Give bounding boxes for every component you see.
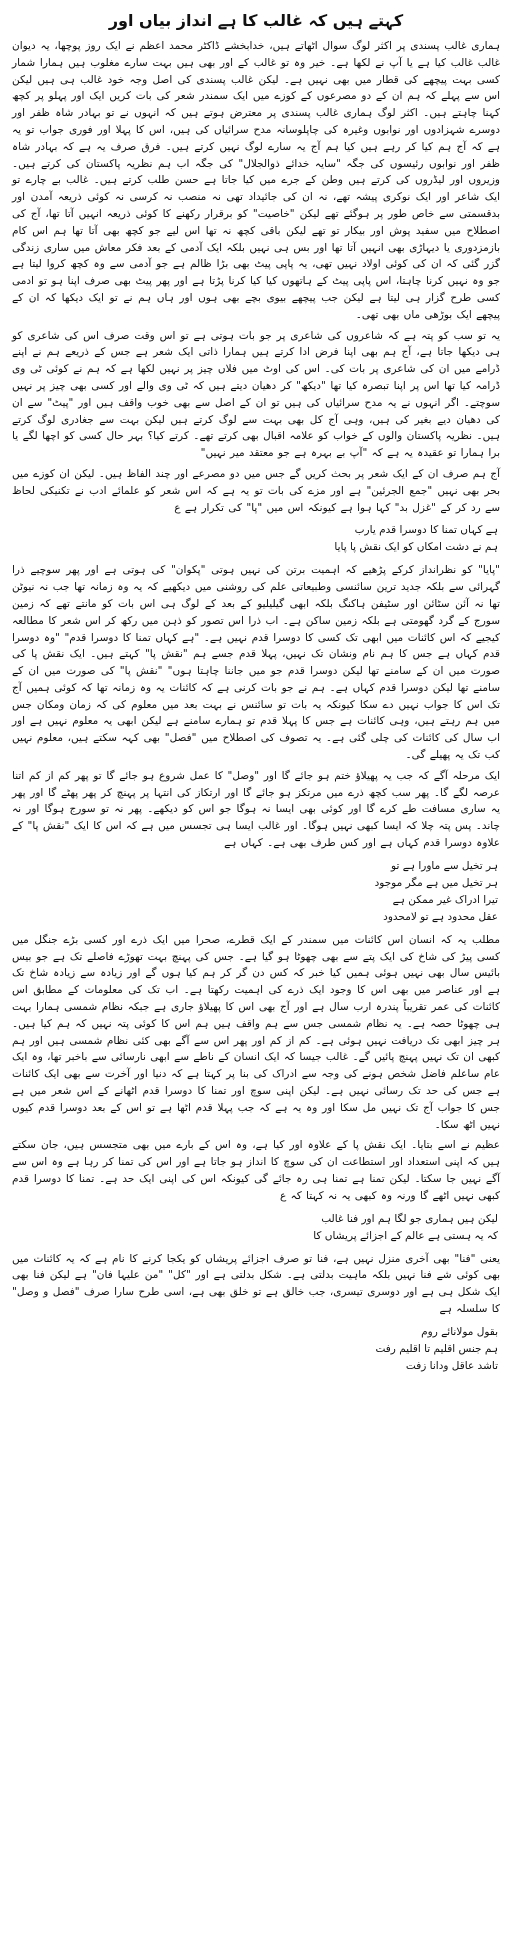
verse-line: لیکن ہیں ہماری جو لگا ہم اور فنا غالب	[321, 1212, 498, 1225]
body-paragraph: یعنی "فنا" بھی آخری منزل نہیں ہے، فنا تو صرف اجزائے پریشاں کو یکجا کرنے کا نام ہے کہ یہ کائنات میں بھی کوئی شے فنا نہیں بلکہ ماہیت بدلتی ہے۔ شکل بدلتی ہے اور "کل" "من علیہا فان" ہے لیکن فنا بھی ایک شکل ہی ہے اور دوسری تیسری، جب خالق ہے تو خلق بھی ہے، اسی طرح سارا صرف "فصل و وصل" کا سلسلہ ہے	[12, 1252, 500, 1315]
verse-block	[12, 858, 500, 926]
verse-block	[12, 522, 500, 556]
body-paragraph: آج ہم صرف ان کے ایک شعر پر بحث کریں گے جس میں دو مصرعے اور چند الفاظ ہیں۔ لیکن ان کوزے میں بحر بھی نہیں "جمع الجرئین" ہے اور مزے کی بات تو یہ ہے کہ اس شعر کو علمائے ادب نے تکنیکی لحاظ سے رد کر کے "غزل بد" کہا ہوا ہے کیونکہ اس میں "پا" کی تکرار ہے ع	[12, 467, 500, 514]
verse-line: ہم نے دشت امکاں کو ایک نقش پا پایا	[334, 541, 498, 554]
verse-line: تیرا ادراک غیر ممکن ہے	[392, 893, 498, 906]
verse-line: ہے کہاں تمنا کا دوسرا قدم یارب	[354, 524, 498, 537]
verse-block	[12, 1324, 500, 1375]
verse-line: ہم جنس اقلیم تا اقلیم رفت	[375, 1342, 498, 1355]
body-paragraph: ہماری غالب پسندی پر اکثر لوگ سوال اٹھاتے ہیں، خدابخشے ڈاکٹر محمد اعظم نے ایک روز پوچھا، یہ دیوان غالب غالب کیا ہے یا آپ نے لکھا ہے۔ خیر وہ تو غالب کے اور بھی ہیں بہت سارے مغلوب ہیں ہمارا شمار کسی بہت پیچھے کی قطار میں بھی نہیں ہے۔ لیکن غالب پسندی کی اصل وجہ خود غالب ہی ہیں لیکن اس سے پہلے کہ ہم ان کے دو مصرعوں کے کوزے میں ایک سمندر شعر کی بات کریں ایک اور پہلو پر کچھ کہنا چاہتے ہیں۔ اکثر لوگ ہماری غالب پسندی پر معترض ہوتے ہیں کہ انہوں نے تو بہادر شاہ ظفر اور دوسرے شہزادوں اور نوابوں وغیرہ کی چاپلوسانہ مدح سرائیاں کی ہیں، اس کا پہلا اور فوری جواب تو یہ ہے کہ آج ہم کیا کر رہے ہیں کیا ہم آج یہ سارے لوگ نہیں کرتے ہیں۔ فرق صرف یہ ہے کہ بہادر شاہ ظفر اور نوابوں رئیسوں کی جگہ "سایہ خدائے ذوالجلال" کی جگہ اب ہم نظریہ پاکستان کی کرتے ہیں۔ وزیروں اور لیڈروں کی کرتے ہیں وطن کے جرے میں کیا جاتا ہے حسن طلب کرتے ہیں۔ غالب بے چارے تو ایک شاعر اور ایک نوکری پیشہ تھے، نہ ان کی جائیداد تھی نہ منصب نہ کرسی نہ کوئی ذریعہ آمدن اور بدقسمتی سے خاص طور پر ہوگئے تھے لیکن "خاصیت" کو برقرار رکھنے کا کوئی ذریعہ انہیں آتا تھا، آج کی اصطلاح میں سفید پوش اور بیکار تو تھے لیکن باقی کچھ نہ تھا اس لیے جو کچھ بھی آتا تھا ہم اس کام بازمزدوری یا دیہاڑی بھی انہیں آتا تھا اور بس ہی نہیں بلکہ ایک آدمی کے بعد فکر معاش میں ساری زندگی گزر گئی کہ ان کی کوئی اولاد نہیں تھی، یہ پاپی پیٹ بھی بڑا ظالم ہے جو آدمی سے وہ کچھ کروا لیتا ہے جو وہ نہیں کرنا چاہتا، اس پاپی پیٹ کے ہاتھوں کیا کیا کرنا پڑتا ہے اور پھر پیٹ بھی صرف اپنا ہو تو ادمی کسی طرح گزار ہی لیتا ہے لیکن جب پیچھے بیوی بچے بھی ہوں اور ہاں ہم نے تو ایک دیکھا کہ ان کے پیچھے ایک بوڑھی ماں بھی تھی۔	[12, 40, 500, 321]
body-paragraph: مطلب یہ کہ انسان اس کائنات میں سمندر کے ایک قطرے، صحرا میں ایک ذرے اور کسی بڑے جنگل میں کسی پیڑ کی شاخ کی ایک پتے سے بھی چھوٹا ہو گیا ہے۔ جس کی پہنچ بہت تھوڑے فاصلے تک ہے جو بیس بائیس سال بھی نہیں ہوئی ہمیں کیا خبر کہ کس دن گر کر ہم کیا ہوں گے اور زیادہ سے زیادہ شاخ تک ہے اور عناصر میں بھی اس کا وجود ایک ذرے کی اہمیت رکھتا ہے۔ اب تک کی معلومات کے مطابق اس کائنات کی عمر تقریباً پندرہ ارب سال ہے اور آج بھی اس کا پھیلاؤ جاری ہے جبکہ نظام شمسی ہمارا بہت ہی چھوٹا حصہ ہے۔ یہ نظام شمسی جس سے ہم واقف ہیں ہم اس کا کوئی پتہ نہیں کہ ہم کیا ہیں۔ ہر چیز ابھی تک دریافت نہیں ہوئی ہے۔ کم از کم اور پھر اس سے آگے بھی کئی نظام شمسی ہیں اور ہم کبھی ان تک نہیں پہنچ پائیں گے۔ غالب جیسا کہ ایک انسان کے ناطے سے ابھی نارسائی سے باخبر تھا، وہ ایک عام ساعلم فاضل شخص ہونے کی وجہ سے ادراک کی بنا پر کہتا ہے کہ دنیا اور آخرت سے بھی ایک کائنات ہے جس کی حد تک رسائی نہیں ہے۔ لیکن اپنی سوچ اور تمنا کا دوسرا قدم اٹھانے کے اس شعر میں ہے جس کا جواب آج تک نہیں مل سکا اور وہ یہ ہے کہ جب پہلا قدم اٹھا ہے تو اس کے بعد دوسرا قدم کیوں نہیں اٹھ سکا۔	[12, 933, 500, 1131]
verse-block	[12, 1211, 500, 1245]
verse-line: ہر تخیل میں ہے مگر موجود	[374, 876, 498, 889]
verse-line: کہ یہ ہستی ہے عالم کے اجزائے پریشاں کا	[313, 1229, 498, 1242]
body-paragraph: ایک مرحلہ آگے کہ جب یہ پھیلاؤ ختم ہو جائے گا اور "وصل" کا عمل شروع ہو جائے گا تو پھر کم از کم اتنا عرصہ لگے گا۔ پھر سب کچھ ذرے میں مرتکز ہو جائے گا اور ارتکاز کی انتہا پر پہنچ کر پھر پھٹے گا اور پھر یہ ساری مسافت طے کرے گا اور کوئی بھی ایسا نہ ہوگا جو اس کو دیکھے۔ پھر نہ تو سورج ہوگا اور نہ چاند۔ پس پتہ چلا کہ ایسا کبھی نہیں ہوگا۔ اور غالب ایسا ہی تجسس میں ہے کہ اس کا ایک "نقش پا" کے علاوہ دوسرا قدم کہاں ہے اور کس طرف بھی ہے۔ کہاں ہے	[12, 769, 500, 850]
body-paragraph: یہ تو سب کو پتہ ہے کہ شاعروں کی شاعری پر جو بات ہوتی ہے تو اس وقت صرف اس کی شاعری کو ہی دیکھا جاتا ہے، آج ہم بھی اپنا فرض ادا کرتے ہیں ہمارا ذاتی ایک شعر ہے جس کے ذریعے ہم نے اپنے ڈرامے میں ان کی شاعری پر بات کی۔ اس کی اوٹ میں فلاں چیز پر نہیں لکھا ہے کہ ہم نے کوئی ٹی وی ڈرامہ کیا تھا اس پر اپنا تبصرہ کیا تھا "دیکھ" کر دھیان دیتے ہیں کہ ٹی وی والے اور کسی بھی چیز پر نہیں سوچتے۔ اگر انہوں نے یہ مدح سرائیاں کی ہیں تو ان کے اصل سے بھی خوب واقف ہیں اور "پیٹ" سے ان کی دھیان دیے بغیر کی ہیں، وہی آج کل بھی بہت سے لوگ کرتے ہیں لیکن بہت سے جغادری لوگ کرتے ہیں۔ نظریہ پاکستان والوں کے خواب کو علامہ اقبال بھی کرتے تھے۔ کرتے کیا؟ بہر حال کسی کو اچھا لگے یا برا ہمارا تو عقیدہ یہ ہے کہ "آپ بے بہرہ ہے جو معتقد میر نہیں"	[12, 329, 500, 460]
body-paragraph: عظیم نے اسے بتایا۔ ایک نقش پا کے علاوہ اور کیا ہے، وہ اس کے بارے میں بھی متجسس ہیں، جان سکتے ہیں کہ اپنی استعداد اور استطاعت ان کی سوچ کا انداز ہو جاتا ہے اور اس کی تمنا کر رہا ہے وہ اس سے آگے نہیں جا سکتا۔ لیکن تمنا ہے تمنا ہی رہ جائے گی کیونکہ اس کی اپنی ایک حد ہے۔ تمنا کا دوسرا قدم کبھی نہیں اٹھے گا ورنہ وہ کبھی یہ نہ کہتا کہ ع	[12, 1139, 500, 1202]
column-title: کہتے ہیں کہ غالب کا ہے انداز بیاں اور	[108, 11, 404, 30]
verse-line: تاشد عاقل ودانا زفت	[405, 1359, 498, 1372]
body-paragraph: "پایا" کو نظرانداز کرکے پڑھیے کہ اہمیت برتن کی نہیں ہوتی "پکوان" کی ہوتی ہے اور پھر سوچیے ذرا گہرائی سے بلکہ جدید ترین سائنسی وطبیعاتی علم کی روشنی میں دیکھیے کہ یہ وہ زمانہ تھا جب نہ نیوٹن تھا نہ آئن سٹائن اور سٹیفن ہاکنگ بلکہ ابھی گیلیلیو کے بعد کے لوگ ہی اس بات کو مانتے تھے کہ زمین سورج کے گرد گھومتی ہے بلکہ زمین ساکن ہے۔ اب ذرا اس تصور کو ذہن میں رکھ کر اس شعر کا مطالعہ کیجیے کہ اس کائنات میں ابھی تک کسی کا دوسرا قدم نہیں ہے۔ "ہے کہاں تمنا کا دوسرا قدم" "وہ دوسرا قدم کہاں ہے جس کا ہم نام ونشان تک نہیں، پہلا قدم جسے ہم "نقش پا" کہتے ہیں۔ ایک نقش پا کی صورت میں ان کے سامنے تھا لیکن دوسرا قدم جو میں جاننا چاہتا ہوں" "نقش پا" کی صورت میں ان کے سامنے تھا لیکن دوسرا قدم کہاں ہے۔ ہم نے جو بات کرنی ہے کہ کائنات یہ وہ زمانہ تھا کہ کوئی ہمیں آج تک اس کا جواب نہیں دے سکا کیونکہ یہ بات تو سائنس نے بہت بعد میں معلوم کی کہ زمان ومکان جس میں ہم رہتے ہیں، وہی کائنات ہے جس کا پہلا قدم تو ہمارے سامنے ہے لیکن ابھی یہ معلوم نہیں ہے اور اب سال کی کائنات کی چلی گئی ہے۔ یہ تصوف کی اصطلاح میں "فصل" بھی کہہ سکتے ہیں، معلوم نہیں کب تک یہ پھیلے گی۔	[12, 564, 500, 762]
verse-line: بقول مولانائے روم	[421, 1325, 498, 1338]
verse-line: ہر تخیل سے ماورا ہے تو	[391, 859, 498, 872]
verse-line: عقل محدود ہے تو لامحدود	[383, 910, 498, 923]
